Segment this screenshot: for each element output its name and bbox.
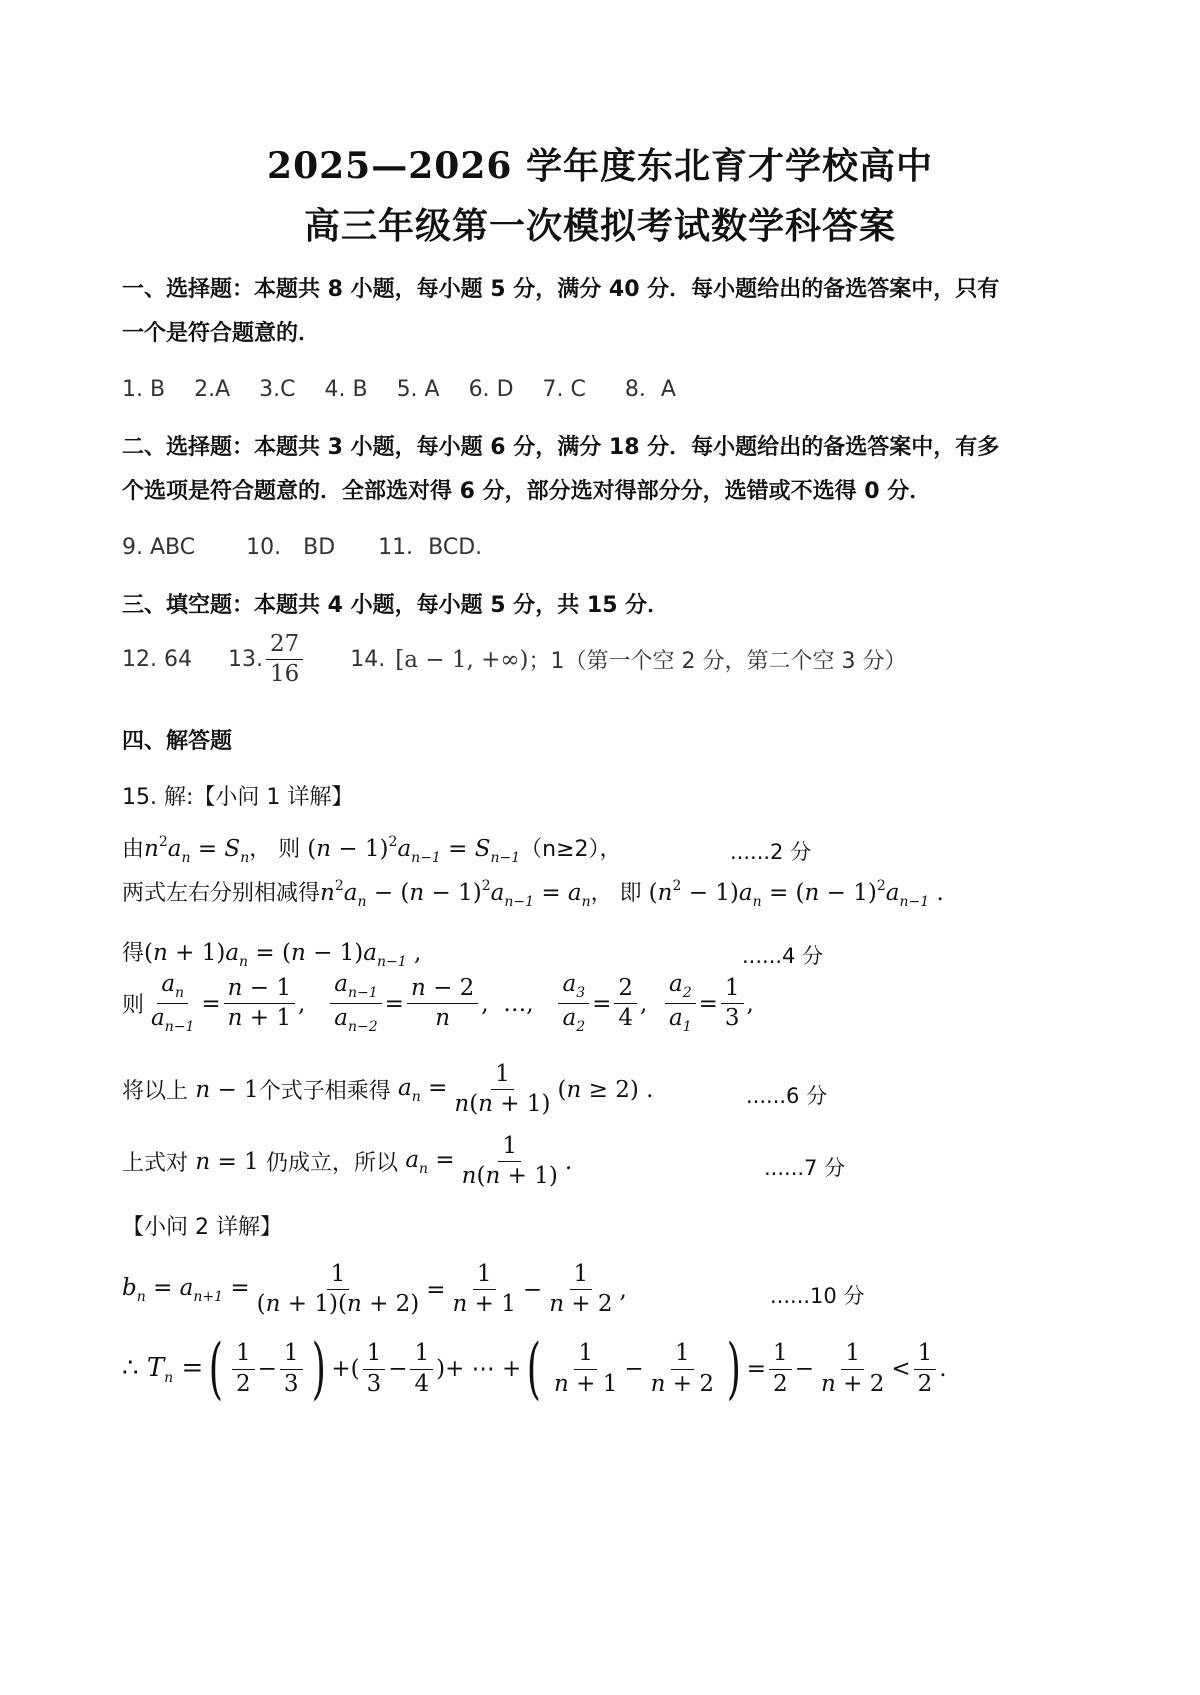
answer-13-numerator: 27	[266, 632, 303, 660]
text-ze2: 则	[122, 993, 145, 1019]
text-multiply2: 个式子相乘得	[258, 1079, 391, 1105]
answer-13-label: 13.	[227, 647, 263, 673]
score-10: ......10 分	[770, 1284, 865, 1308]
q15-line-2: 两式左右分别相减得$n^2a_n - (n - 1)^2a_{n-1} = a_n$， 即 $(n^2 - 1)a_n = (n - 1)^2a_{n-1}$ .	[122, 878, 944, 910]
q15-line-6: 上式对 n = 1 仍成立，所以 $a_n$ = $\frac{1}{n(n + 1)}$ .	[122, 1133, 573, 1190]
section3-heading: 三、填空题：本题共 4 小题，每小题 5 分，共 15 分．	[122, 593, 670, 618]
text-de: 得	[122, 941, 145, 966]
q15-line-1: 由$n^2a_n = S_n$， 则 $(n - 1)^2a_{n-1} = S_{n-1}(n\ge 2)$，	[122, 834, 622, 866]
text-still: 上式对	[122, 1151, 189, 1177]
score-7: ......7 分	[764, 1156, 846, 1180]
section2-heading: 二、选择题：本题共 3 小题，每小题 6 分，满分 18 分．每小题给出的备选答案中，有多	[122, 435, 1000, 460]
answer-13-denominator: 16	[269, 661, 300, 688]
answer-11: 11．BCD.	[378, 535, 483, 560]
section1-answers	[122, 372, 676, 403]
answer-8: 8．A	[624, 377, 676, 402]
text-multiply: 将以上	[122, 1079, 189, 1105]
score-2: ......2 分	[730, 840, 812, 864]
answer-14-rest: ；1（第一个空 2 分，第二个空 3 分）	[528, 649, 907, 675]
section3-answers	[122, 632, 906, 688]
document-title-line2: 高三年级第一次模拟考试数学科答案	[303, 205, 896, 247]
q15-line-5: 将以上 n − 1 个式子相乘得 $a_n$ = $\frac{1}{n(n + 1)}$ (n ≥ 2) .	[122, 1061, 654, 1118]
answer-9: 9. ABC	[122, 535, 196, 560]
answer-4: 4. B	[324, 377, 368, 402]
answer-14-interval: [a − 1, +∞)	[395, 646, 529, 673]
text-two-sides: 两式左右分别相减得	[122, 881, 321, 906]
document-title-line1: 2025—2026 学年度东北育才学校高中	[267, 145, 933, 187]
answer-3: 3.C	[259, 377, 296, 402]
answer-12: 12. 64	[122, 647, 192, 673]
section1-heading: 一、选择题：本题共 8 小题，每小题 5 分，满分 40 分．每小题给出的备选答案中，只有	[122, 277, 1000, 302]
section2-heading-cont: 个选项是符合题意的．全部选对得 6 分，部分选对得部分分，选错或不选得 0 分．	[122, 479, 932, 504]
part2-heading: 【小问 2 详解】	[122, 1215, 282, 1240]
text-you: 由	[122, 837, 145, 862]
answer-5: 5. A	[396, 377, 440, 402]
q15-line-4: 则 $\frac{a_n}{a_{n-1}}$ = $\frac{n - 1}{n + 1}$ , $\frac{a_{n-1}}{a_{n-2}}$ = $\frac{n - 2}{n}$ , …, $\frac{a_3}{a_2}$ = $\frac{2}{4}$ , $\frac{a_2}{a_1}$ = $\frac{1}{3}$ ,	[122, 971, 754, 1036]
section2-answers	[122, 530, 482, 561]
q15-line-3: 得$(n + 1)a_n = (n - 1)a_{n-1}$ ,	[122, 940, 422, 970]
text-ji: ， 即	[590, 881, 642, 906]
q15-line-7: $b_n = a_{n+1}$ = $\frac{1}{(n + 1)(n + 2)}$ = $\frac{1}{n + 1}$ − $\frac{1}{n + 2}$ ,	[122, 1261, 627, 1318]
section4-heading: 四、解答题	[122, 729, 233, 754]
answer-1: 1. B	[122, 377, 166, 402]
text-still2: 仍成立，所以	[266, 1151, 399, 1177]
score-6: ......6 分	[746, 1084, 828, 1108]
text-ze: ， 则	[249, 837, 301, 862]
answer-7: 7. C	[542, 377, 586, 402]
section1-heading-cont: 一个是符合题意的．	[122, 321, 321, 346]
q15-line-8: ∴ $T_n$ = ( $\frac{1}{2}$ − $\frac{1}{3}$ ) +( $\frac{1}{3}$ − $\frac{1}{4}$ )+ ⋯ + ( $\frac{1}{n + 1}$ − $\frac{1}{n + 2}$ ) = $\frac{1}{2}$ − $\frac{1}{n + 2}$ < $\frac{1}{2}$ .	[122, 1330, 947, 1407]
answer-10: 10. BD	[246, 535, 336, 560]
answer-2: 2.A	[194, 377, 231, 402]
answer-6: 6. D	[468, 377, 514, 402]
answer-13-fraction	[266, 632, 303, 688]
text-n-ge-2: （n≥2），	[520, 837, 622, 862]
answer-14-label: 14.	[350, 647, 386, 673]
score-4: ......4 分	[742, 944, 824, 968]
q15-intro: 15. 解:【小问 1 详解】	[122, 785, 354, 810]
